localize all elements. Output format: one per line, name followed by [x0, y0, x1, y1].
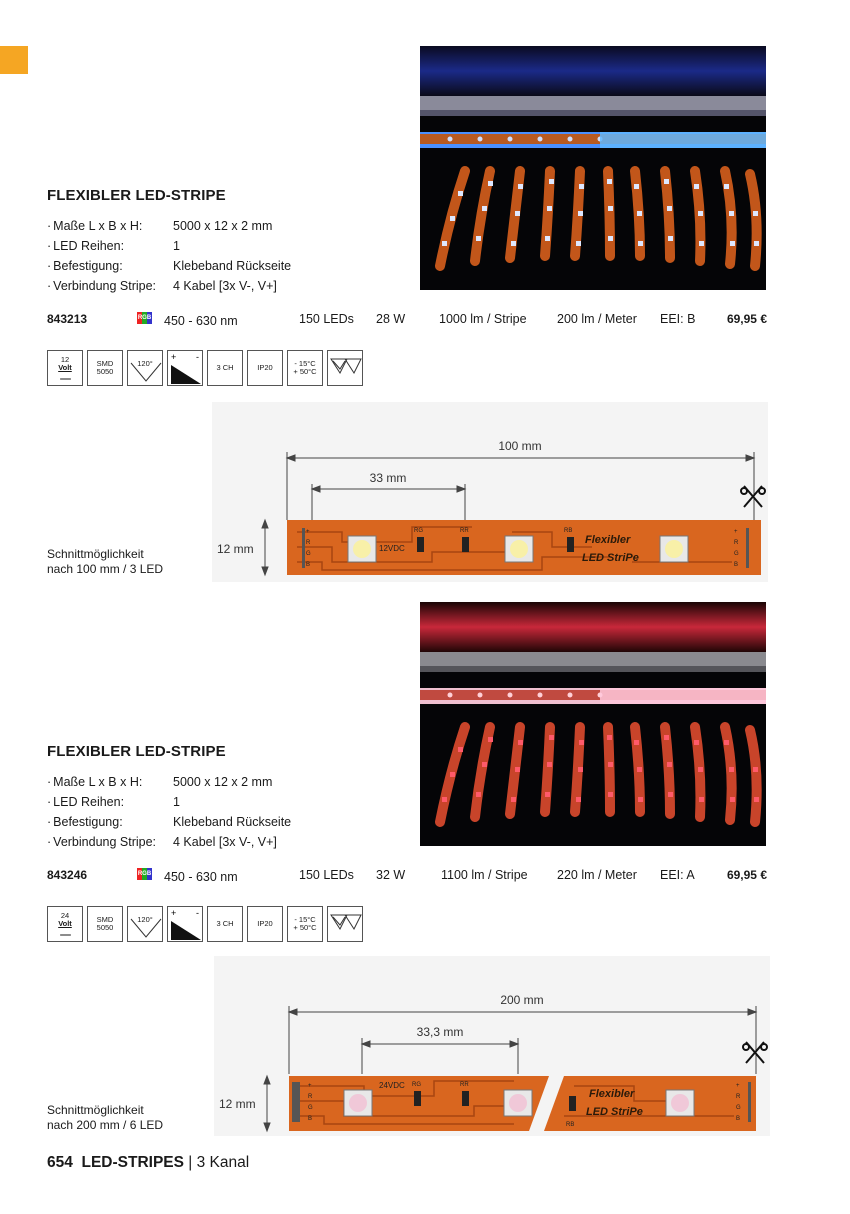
feature-icons: [47, 350, 363, 386]
spec-row-mounting: · Befestigung: Klebeband Rückseite: [47, 256, 291, 276]
smd-icon: SMD 5050: [87, 906, 123, 942]
led-chip: [666, 1090, 694, 1116]
voltage-icon: 12 Volt ‗‗‗: [47, 350, 83, 386]
ip-rating-icon: IP20: [247, 906, 283, 942]
product-data-row: [47, 312, 767, 330]
svg-text:+: +: [171, 908, 177, 918]
svg-text:RR: RR: [460, 528, 469, 534]
svg-text:G: G: [736, 1105, 741, 1111]
product-title: FLEXIBLER LED-STRIPE: [47, 187, 226, 204]
spec-list: [47, 216, 291, 296]
product-photo-red-stripe: [420, 602, 766, 846]
smd-icon: SMD 5050: [87, 350, 123, 386]
lumen-per-meter: 220 lm / Meter: [557, 868, 637, 882]
svg-text:Flexibler: Flexibler: [585, 534, 631, 546]
article-number: 843213: [47, 312, 88, 326]
svg-text:+: +: [306, 529, 310, 535]
temperature-icon: - 15°C + 50°C: [287, 906, 323, 942]
product-title: FLEXIBLER LED-STRIPE: [47, 743, 226, 760]
svg-text:RG: RG: [412, 1082, 421, 1088]
cut-note: Schnittmöglichkeit nach 200 mm / 6 LED: [47, 1103, 164, 1132]
mounting-surface-icon: [327, 350, 363, 386]
svg-text:-: -: [196, 352, 199, 362]
spec-row-dimensions: · Maße L x B x H: 5000 x 12 x 2 mm: [47, 216, 291, 236]
temperature-icon: - 15°C + 50°C: [287, 350, 323, 386]
svg-text:RB: RB: [564, 528, 573, 534]
product-data-row: [47, 868, 767, 886]
total-length-label: 200 mm: [500, 993, 544, 1007]
scissors-icon: [743, 1042, 767, 1063]
spec-row-dimensions: · Maße L x B x H: 5000 x 12 x 2 mm: [47, 772, 291, 792]
channel-icon: 3 CH: [207, 906, 243, 942]
price: 69,95 €: [726, 312, 767, 326]
svg-text:+: +: [734, 529, 738, 535]
svg-text:-: -: [196, 908, 199, 918]
svg-text:R: R: [734, 540, 739, 546]
wavelength: 450 - 630 nm: [164, 314, 238, 328]
svg-text:+: +: [736, 1083, 740, 1089]
svg-text:R: R: [306, 540, 311, 546]
svg-text:RR: RR: [460, 1082, 469, 1088]
price: 69,95 €: [726, 868, 767, 882]
total-length-label: 100 mm: [498, 439, 542, 453]
spec-row-connection: · Verbindung Stripe: 4 Kabel [3x V-, V+]: [47, 276, 291, 296]
svg-text:RB: RB: [566, 1122, 575, 1128]
led-chip: [660, 536, 688, 562]
cutting-diagram: [214, 956, 770, 1136]
svg-text:R: R: [736, 1094, 741, 1100]
width-label: 12 mm: [217, 542, 254, 556]
page-number: 654: [47, 1154, 73, 1171]
spec-row-mounting: · Befestigung: Klebeband Rückseite: [47, 812, 291, 832]
led-count: 150 LEDs: [299, 868, 354, 882]
spec-row-led-rows: · LED Reihen: 1: [47, 792, 291, 812]
product-photo-blue-stripe: [420, 46, 766, 290]
ip-rating-icon: IP20: [247, 350, 283, 386]
svg-text:B: B: [736, 1116, 741, 1122]
lumen-per-stripe: 1000 lm / Stripe: [439, 312, 527, 326]
beam-angle-icon: 120°: [127, 906, 163, 942]
svg-text:G: G: [734, 551, 739, 557]
cutting-diagram: [212, 402, 768, 582]
lumen-per-meter: 200 lm / Meter: [557, 312, 637, 326]
energy-class: EEI: A: [660, 868, 695, 882]
svg-text:G: G: [306, 551, 311, 557]
led-chip: [504, 1090, 532, 1116]
spec-list: [47, 772, 291, 852]
width-label: 12 mm: [219, 1097, 256, 1111]
wavelength: 450 - 630 nm: [164, 870, 238, 884]
svg-text:+: +: [171, 352, 177, 362]
svg-text:R: R: [308, 1094, 313, 1100]
svg-text:G: G: [308, 1105, 313, 1111]
subsection-title: 3 Kanal: [196, 1154, 250, 1171]
article-number: 843246: [47, 868, 88, 882]
svg-text:Flexibler: Flexibler: [589, 1088, 635, 1100]
led-chip: [344, 1090, 372, 1116]
segment-length-label: 33,3 mm: [416, 1025, 464, 1039]
spec-row-connection: · Verbindung Stripe: 4 Kabel [3x V-, V+]: [47, 832, 291, 852]
svg-text:LED StriPe: LED StriPe: [586, 1106, 643, 1118]
energy-class: EEI: B: [660, 312, 696, 326]
beam-angle-icon: 120°: [127, 350, 163, 386]
cut-note: Schnittmöglichkeit nach 100 mm / 3 LED: [47, 547, 164, 576]
dimmable-icon: [167, 350, 203, 386]
section-title: LED-STRIPES: [81, 1154, 184, 1171]
mounting-surface-icon: [327, 906, 363, 942]
wattage: 28 W: [376, 312, 406, 326]
rgb-icon: RGB: [137, 312, 152, 324]
svg-text:+: +: [308, 1083, 312, 1089]
svg-text:24VDC: 24VDC: [379, 1081, 405, 1090]
lumen-per-stripe: 1100 lm / Stripe: [441, 868, 528, 882]
rgb-icon: RGB: [137, 868, 152, 880]
svg-text:B: B: [308, 1116, 313, 1122]
led-chip: [348, 536, 376, 562]
svg-text:LED StriPe: LED StriPe: [582, 552, 639, 564]
svg-text:RG: RG: [414, 528, 423, 534]
voltage-icon: 24 Volt ‗‗‗: [47, 906, 83, 942]
wattage: 32 W: [376, 868, 406, 882]
feature-icons: [47, 906, 363, 942]
page-footer: 654 LED-STRIPES | 3 Kanal: [47, 1154, 250, 1171]
svg-text:12VDC: 12VDC: [379, 544, 405, 553]
led-chip: [505, 536, 533, 562]
svg-text:B: B: [734, 562, 739, 568]
svg-text:B: B: [306, 562, 311, 568]
dimmable-icon: [167, 906, 203, 942]
scissors-icon: [741, 486, 765, 507]
channel-icon: 3 CH: [207, 350, 243, 386]
segment-length-label: 33 mm: [369, 471, 407, 485]
led-count: 150 LEDs: [299, 312, 354, 326]
spec-row-led-rows: · LED Reihen: 1: [47, 236, 291, 256]
section-color-tab: [0, 46, 28, 74]
